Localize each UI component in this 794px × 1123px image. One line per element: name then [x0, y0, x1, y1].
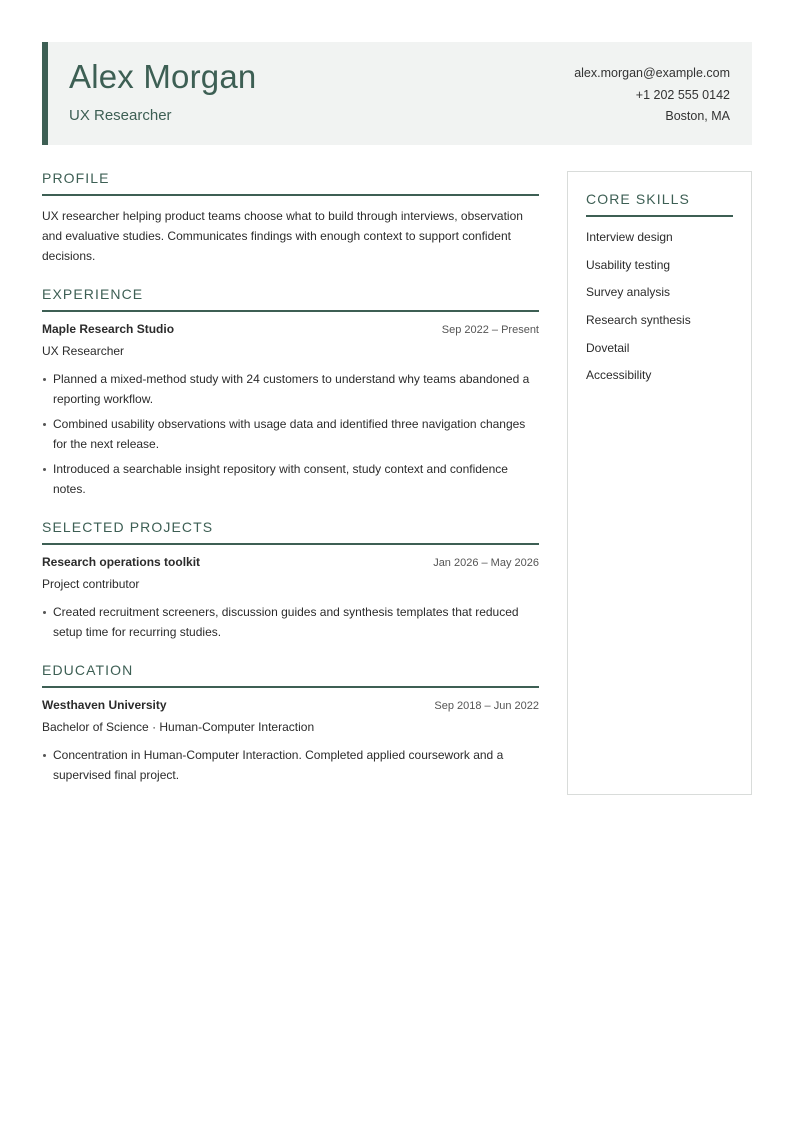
section-title-skills: CORE SKILLS	[586, 191, 733, 217]
bullet-item: Combined usability observations with usage data and identified three navigation changes for the next release.	[42, 414, 539, 454]
entry-bullets	[42, 745, 539, 785]
entry-role: Project contributor	[42, 577, 140, 591]
email: alex.morgan@example.com	[574, 66, 730, 80]
entry-date: Jan 2026 – May 2026	[433, 557, 539, 569]
entry-header	[42, 555, 539, 576]
section-title-profile: PROFILE	[42, 170, 539, 196]
skill-item: Research synthesis	[586, 313, 691, 328]
main-column	[42, 170, 539, 805]
bullet-item: Created recruitment screeners, discussion guides and synthesis templates that reduced setup time for recurring studies.	[42, 602, 539, 642]
entry-bullets	[42, 602, 539, 642]
skill-item: Interview design	[586, 230, 673, 244]
education-section	[42, 662, 539, 785]
entry-bullets	[42, 369, 539, 499]
resume-header	[42, 42, 752, 145]
entry-date: Sep 2018 – Jun 2022	[434, 700, 539, 712]
bullet-item: Planned a mixed-method study with 24 customers to understand why teams abandoned a reporting workflow.	[42, 369, 539, 409]
profile-text: UX researcher helping product teams choose what to build through interviews, observation and evaluative studies. Communicates findings with enough context to support confident decisions.	[42, 209, 523, 263]
entry-organization: Research operations toolkit	[42, 555, 201, 569]
experience-entry	[42, 322, 539, 499]
education-entry	[42, 698, 539, 785]
skill-item: Accessibility	[586, 368, 652, 383]
entry-role: Bachelor of Science · Human-Computer Interaction	[42, 720, 315, 734]
candidate-title: UX Researcher	[69, 107, 172, 124]
skills-sidebar	[567, 171, 752, 795]
bullet-item: Introduced a searchable insight repository with consent, study context and confidence notes.	[42, 459, 539, 499]
projects-section	[42, 519, 539, 642]
section-title-projects: SELECTED PROJECTS	[42, 519, 539, 545]
candidate-name: Alex Morgan	[69, 58, 257, 95]
entry-header	[42, 698, 539, 719]
experience-section	[42, 286, 539, 499]
skill-item: Dovetail	[586, 340, 630, 355]
contact-info	[574, 65, 730, 130]
bullet-item: Concentration in Human-Computer Interaction. Completed applied coursework and a supervised final project.	[42, 745, 539, 785]
location: Boston, MA	[665, 109, 730, 123]
profile-section	[42, 170, 539, 266]
entry-organization: Maple Research Studio	[42, 322, 175, 336]
entry-header	[42, 322, 539, 343]
entry-role: UX Researcher	[42, 344, 125, 358]
entry-date: Sep 2022 – Present	[441, 324, 539, 336]
project-entry	[42, 555, 539, 642]
skill-item: Survey analysis	[586, 285, 671, 300]
section-title-experience: EXPERIENCE	[42, 286, 539, 312]
phone: +1 202 555 0142	[635, 87, 730, 102]
entry-organization: Westhaven University	[42, 698, 167, 712]
section-title-education: EDUCATION	[42, 662, 539, 688]
skill-item: Usability testing	[586, 257, 671, 272]
